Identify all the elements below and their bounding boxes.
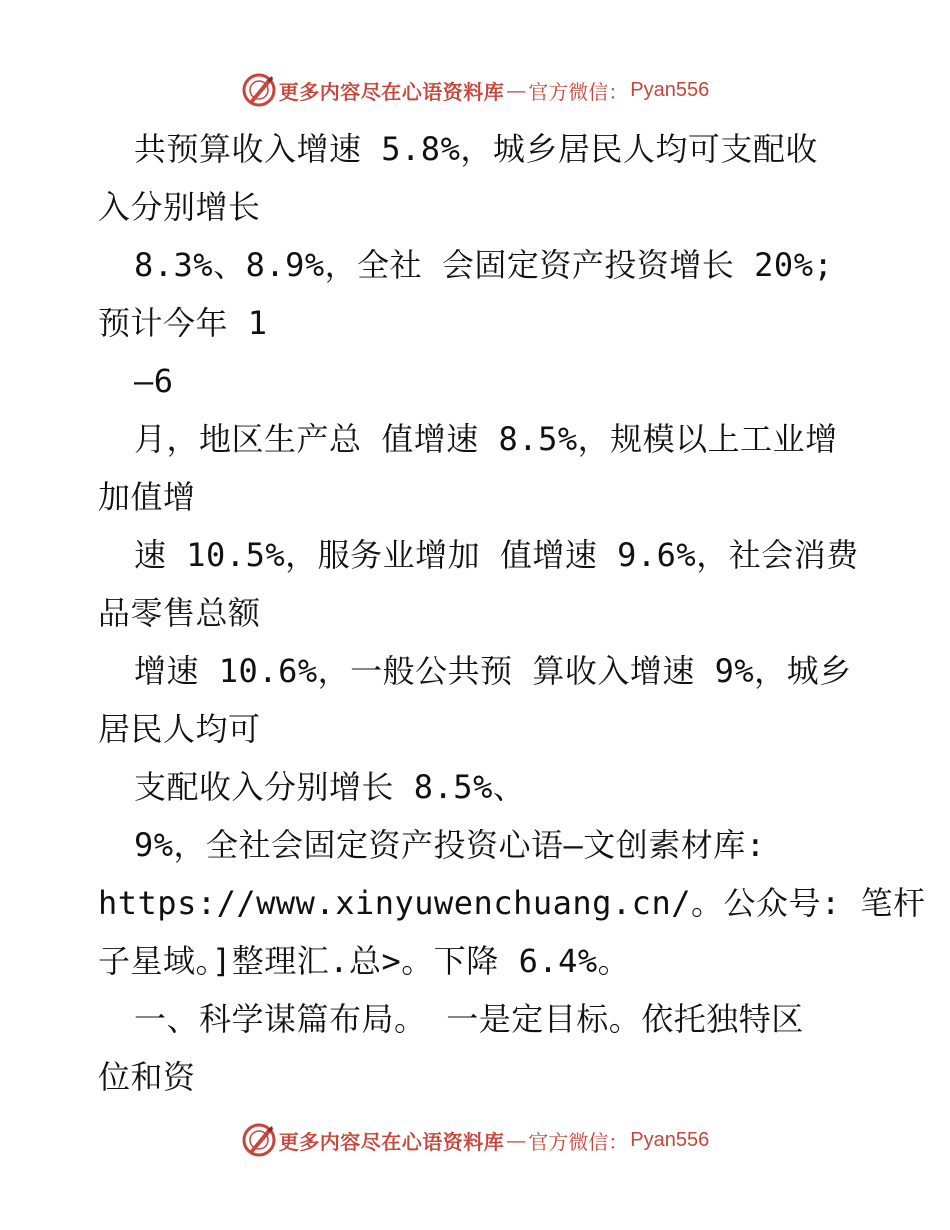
footer-banner: [0, 1120, 950, 1160]
text-line: 位和资: [98, 1058, 196, 1096]
wechat-label: 官方微信：: [528, 79, 629, 104]
text-line: 月，地区生产总 值增速 8.5%，规模以上工业增: [134, 420, 838, 458]
wechat-label: 官方微信：: [528, 1129, 629, 1154]
text-line: 一、科学谋篇布局。 一是定目标。依托独特区: [134, 1000, 804, 1038]
text-line: 9%，全社会固定资产投资心语—文创素材库:: [134, 826, 766, 864]
text-line: 品零售总额: [98, 594, 261, 632]
text-line: 入分别增长: [98, 188, 261, 226]
site-slogan: 更多内容尽在心语资料库: [278, 79, 505, 104]
text-line: 子星域。]整理汇.总>。下降 6.4%。: [98, 942, 631, 980]
text-line: 加值增: [98, 478, 196, 516]
text-line: https://www.xinyuwenchuang.cn/。公众号: 笔杆: [98, 884, 926, 922]
text-line: 共预算收入增速 5.8%，城乡居民人均可支配收: [134, 130, 818, 168]
text-line: 支配收入分别增长 8.5%、: [134, 768, 526, 806]
banner-dash: —: [506, 1128, 527, 1152]
site-slogan: 更多内容尽在心语资料库: [278, 1129, 505, 1154]
pen-logo-icon: [241, 72, 277, 108]
text-line: 增速 10.6%，一般公共预 算收入增速 9%，城乡: [134, 652, 852, 690]
text-line: 预计今年 1: [98, 304, 268, 342]
wechat-id: Pyan556: [630, 78, 710, 101]
text-line: 8.3%、8.9%，全社 会固定资产投资增长 20%;: [134, 246, 834, 284]
text-line: —6: [134, 362, 174, 400]
header-banner: [0, 70, 950, 110]
text-line: 速 10.5%，服务业增加 值增速 9.6%，社会消费: [134, 536, 859, 574]
pen-logo-icon: [241, 1122, 277, 1158]
wechat-id: Pyan556: [630, 1128, 710, 1151]
document-body: [98, 120, 926, 1106]
banner-dash: —: [506, 78, 527, 102]
text-line: 居民人均可: [98, 710, 261, 748]
